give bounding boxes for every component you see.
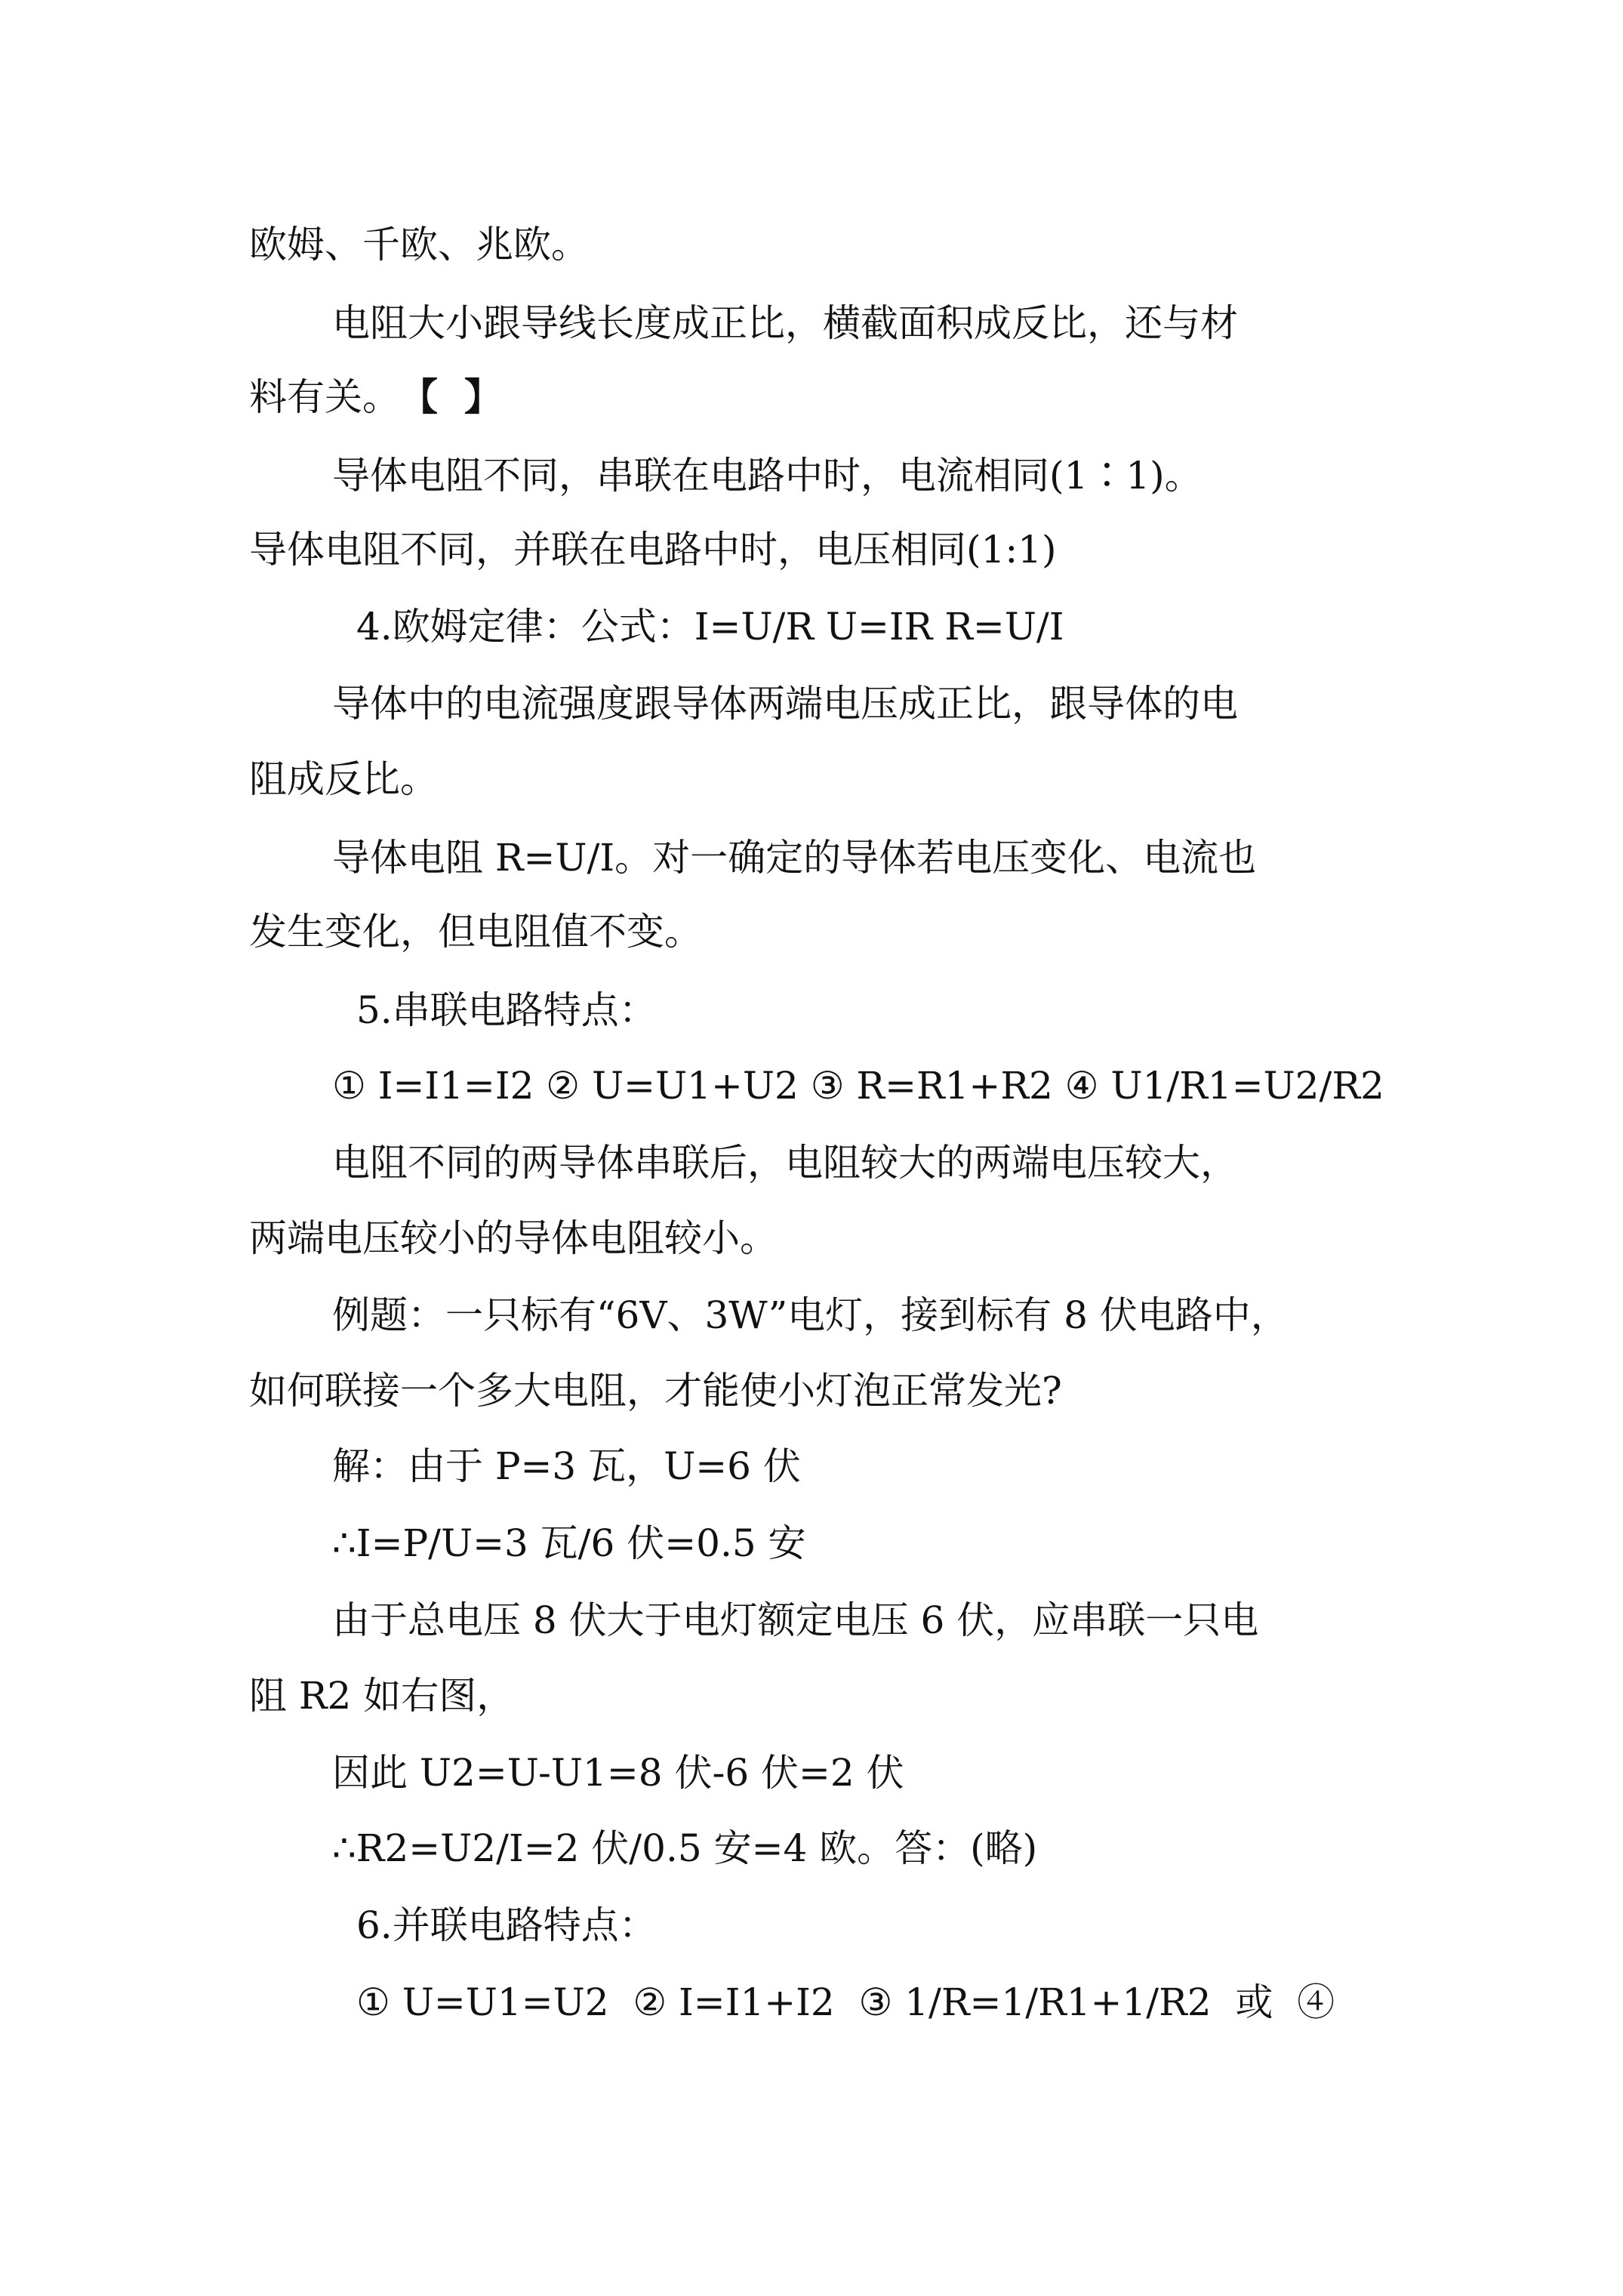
text-line: 电阻不同的两导体串联后，电阻较大的两端电压较大， xyxy=(332,1141,1238,1185)
text-line: 发生变化，但电阻值不变。 xyxy=(249,910,702,954)
section-heading: 6.并联电路特点： xyxy=(356,1903,657,1947)
text-line: 例题：一只标有“6V、3W”电灯，接到标有 8 伏电路中， xyxy=(332,1293,1289,1337)
text-line: 导体电阻不同，并联在电路中时，电压相同(1:1) xyxy=(249,528,1057,572)
text-line: 阻 R2 如右图， xyxy=(249,1674,515,1718)
section-heading: 4.欧姆定律：公式：I=U/R U=IR R=U/I xyxy=(356,605,1064,649)
text-line: ∴I=P/U=3 瓦/6 伏=0.5 安 xyxy=(332,1521,806,1565)
text-line: 因此 U2=U-U1=8 伏-6 伏=2 伏 xyxy=(332,1751,904,1795)
text-line: 导体电阻不同，串联在电路中时，电流相同(1∶1)。 xyxy=(332,454,1203,498)
section-heading: 5.串联电路特点： xyxy=(356,988,657,1032)
text-line: 解：由于 P=3 瓦，U=6 伏 xyxy=(332,1444,801,1488)
text-line: 导体中的电流强度跟导体两端电压成正比，跟导体的电 xyxy=(332,682,1238,726)
formula-line: ① I=I1=I2 ② U=U1+U2 ③ R=R1+R2 ④ U1/R1=U2/R2 xyxy=(332,1064,1384,1108)
text-line: 如何联接一个多大电阻，才能使小灯泡正常发光? xyxy=(249,1369,1062,1413)
text-line: 导体电阻 R=U/I。对一确定的导体若电压变化、电流也 xyxy=(332,836,1257,880)
formula-line: ① U=U1=U2 ② I=I1+I2 ③ 1/R=1/R1+1/R2 或 ④ xyxy=(356,1980,1335,2024)
text-line: 阻成反比。 xyxy=(249,757,438,801)
text-line: 两端电压较小的导体电阻较小。 xyxy=(249,1216,778,1260)
text-line: ∴R2=U2/I=2 伏/0.5 安=4 欧。答：(略) xyxy=(332,1826,1038,1870)
answer-bracket: 【 】 xyxy=(400,374,502,419)
text-line: 料有关。 xyxy=(249,375,400,419)
text-line: 欧姆、千欧、兆欧。 xyxy=(249,223,589,267)
text-line: 电阻大小跟导线长度成正比，横截面积成反比，还与材 xyxy=(332,301,1238,345)
text-line: 由于总电压 8 伏大于电灯额定电压 6 伏，应串联一只电 xyxy=(332,1598,1259,1642)
